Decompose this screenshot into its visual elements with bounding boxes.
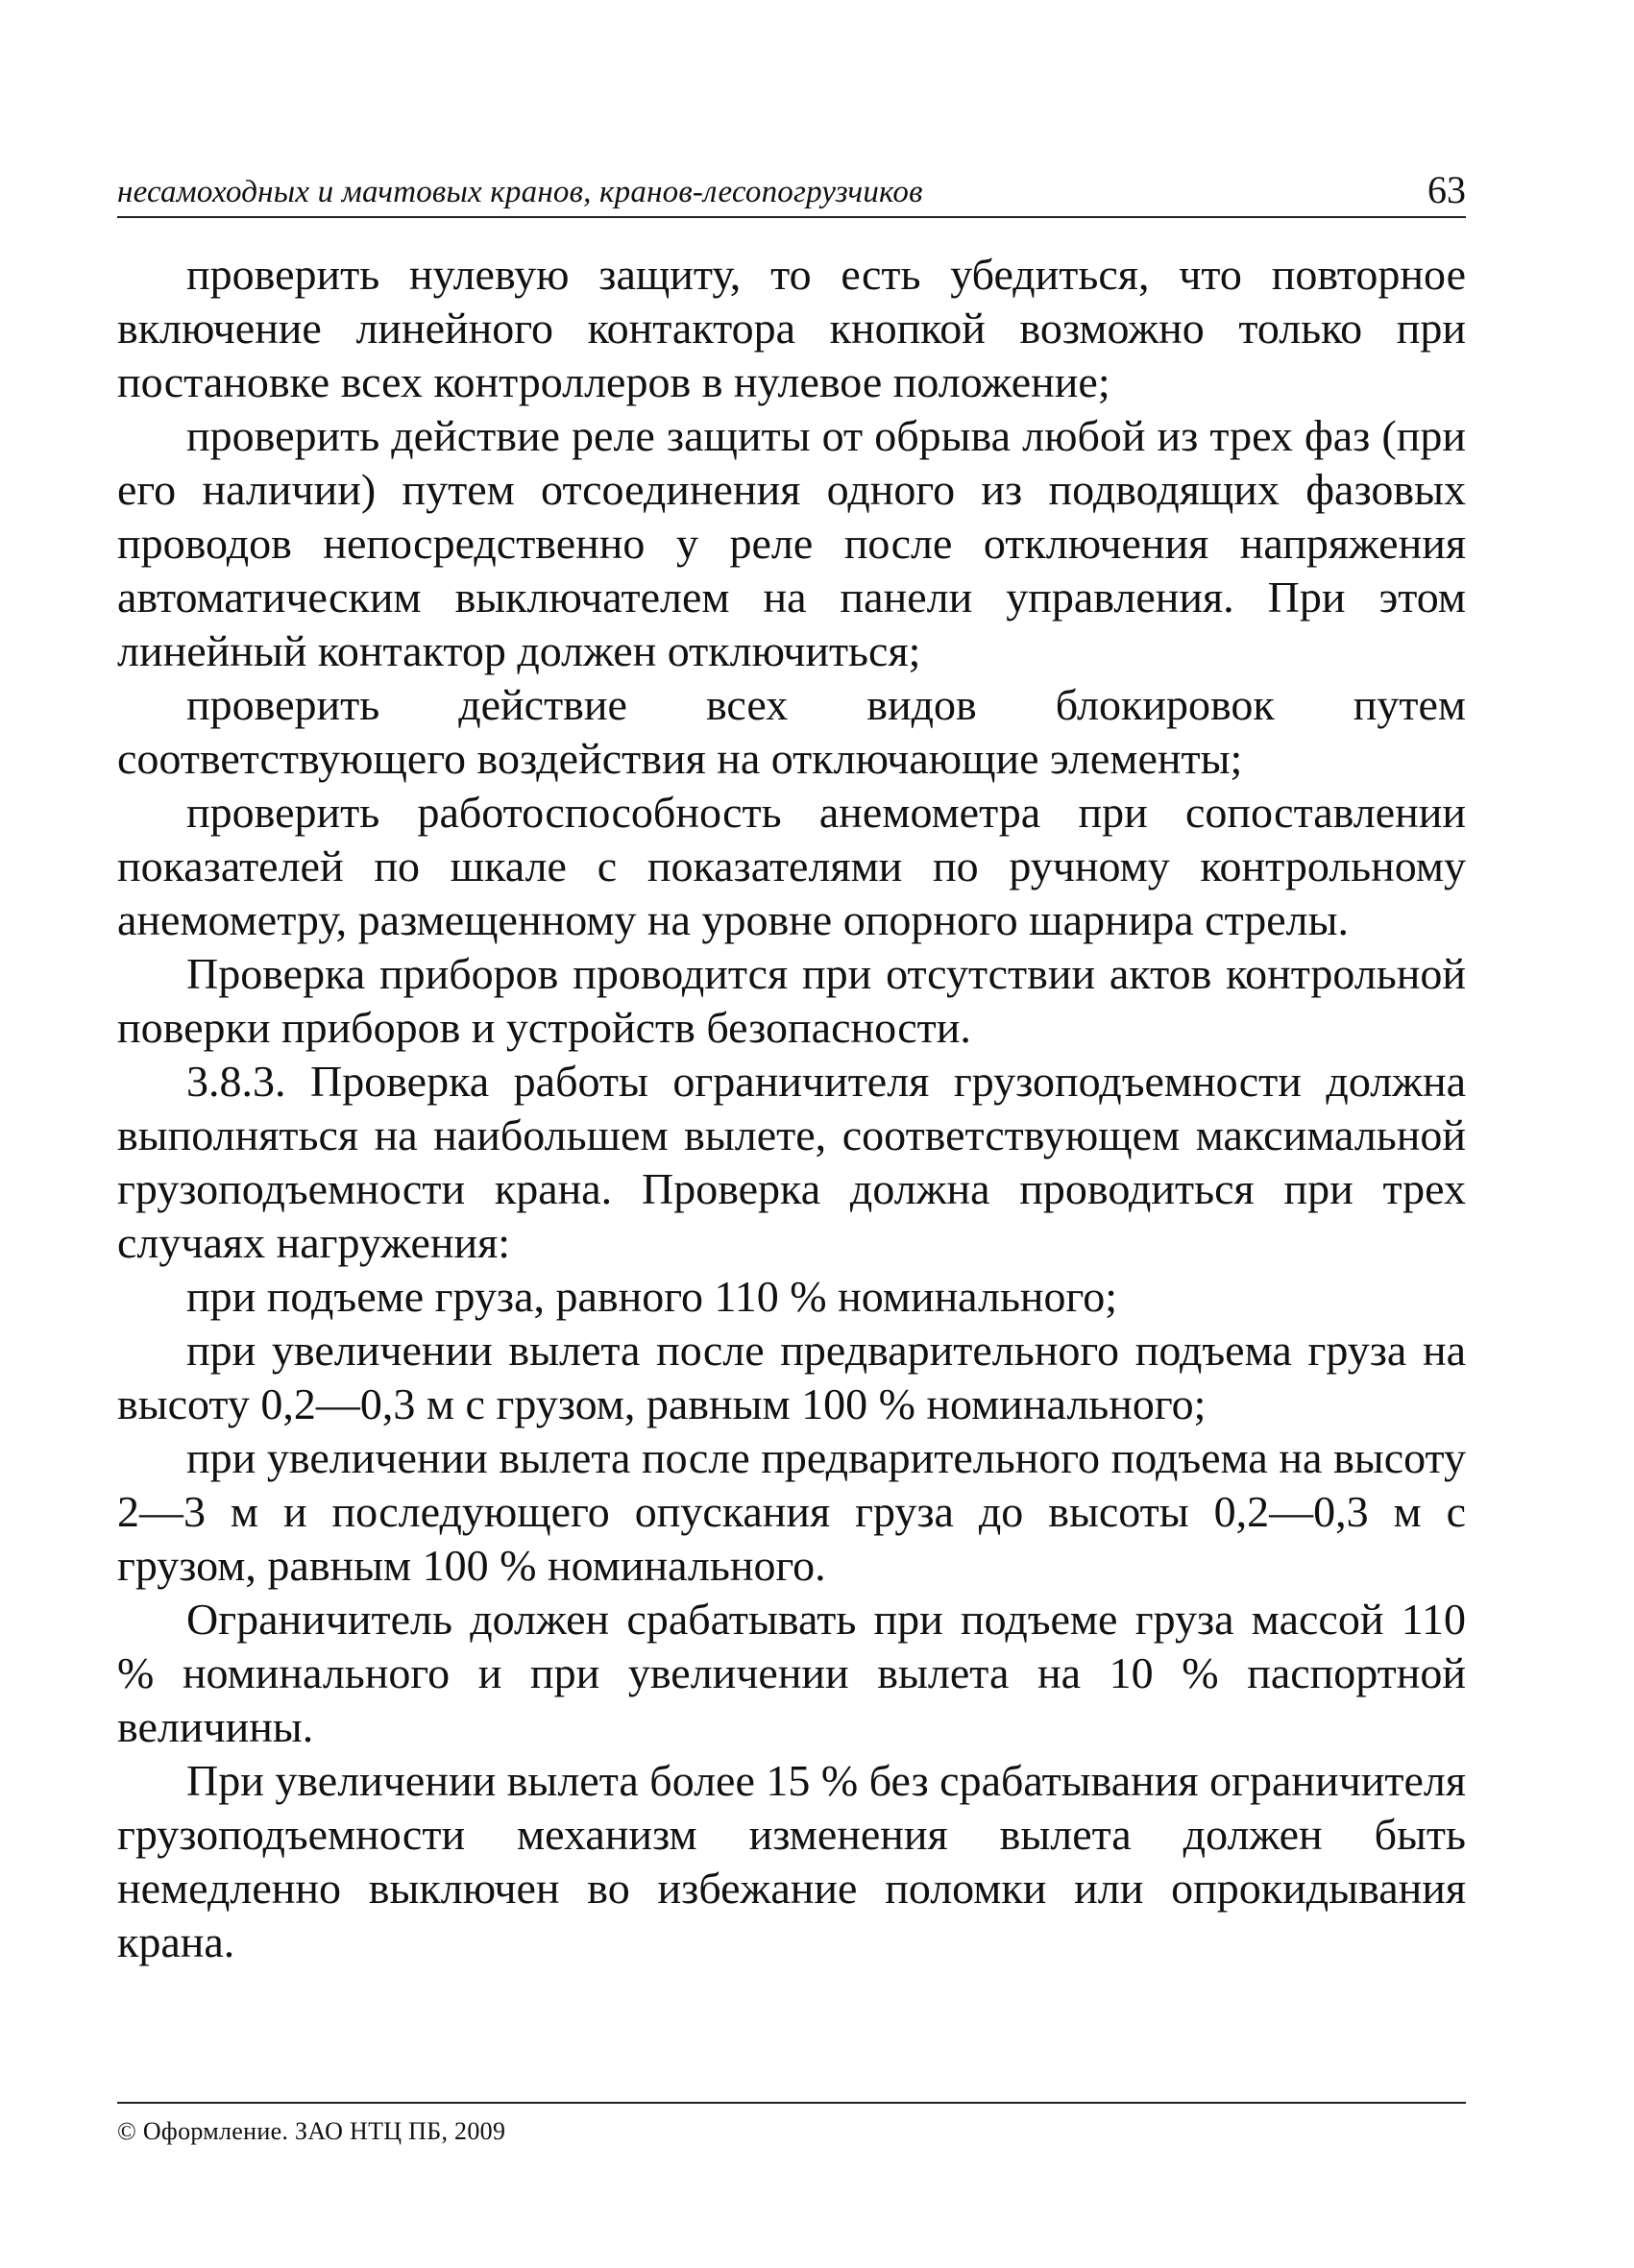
body-text [117,248,1466,1969]
footer-copyright: © Оформление. ЗАО НТЦ ПБ, 2009 [117,2117,506,2145]
paragraph-limiter-trigger: Ограничитель должен срабатывать при подъеме груза массой 110 % номинального и при увеличении вылета на 10 % паспортной величины. [117,1595,1466,1751]
running-header [117,159,1466,218]
running-title: несамоходных и мачтовых кранов, кранов-лесопогрузчиков [117,175,923,209]
paragraph-anemometer: проверить работоспособность анемометра при сопоставлении показателей по шкале с показателями по ручному контрольному анемометру, размещенному на уровне опорного шарнира стрелы. [117,788,1466,944]
paragraph-zero-protection: проверить нулевую защиту, то есть убедиться, что повторное включение линейного контактора кнопкой возможно только при постановке всех контроллеров в нулевое положение; [117,250,1466,406]
footer-divider [117,2102,1466,2104]
paragraph-section-3-8-3: 3.8.3. Проверка работы ограничителя грузоподъемности должна выполняться на наибольшем вылете, соответствующем максимальной грузоподъемности крана. Проверка должна проводиться при трех случаях нагружения: [117,1057,1466,1267]
paragraph-instrument-check: Проверка приборов проводится при отсутствии актов контрольной поверки приборов и устройств безопасности. [117,949,1466,1052]
paragraph-reach-exceeded: При увеличении вылета более 15 % без срабатывания ограничителя грузоподъемности механизм изменения вылета должен быть немедленно выключен во избежание поломки или опрокидывания крана. [117,1756,1466,1966]
paragraph-load-case-2: при увеличении вылета после предварительного подъема груза на высоту 0,2—0,3 м с грузом, равным 100 % номинального; [117,1326,1466,1428]
paragraph-interlocks: проверить действие всех видов блокировок путем соответствующего воздействия на отключающие элементы; [117,680,1466,783]
paragraph-load-case-3: при увеличении вылета после предварительного подъема на высоту 2—3 м и последующего опускания груза до высоты 0,2—0,3 м с грузом, равным 100 % номинального. [117,1433,1466,1590]
paragraph-phase-relay: проверить действие реле защиты от обрыва любой из трех фаз (при его наличии) путем отсоединения одного из подводящих фазовых проводов непосредственно у реле после отключения напряжения автоматическим выключателем на панели управления. При этом линейный контактор должен отключиться; [117,411,1466,675]
page-number: 63 [1427,168,1466,211]
paragraph-load-case-1: при подъеме груза, равного 110 % номинального; [186,1272,1118,1321]
